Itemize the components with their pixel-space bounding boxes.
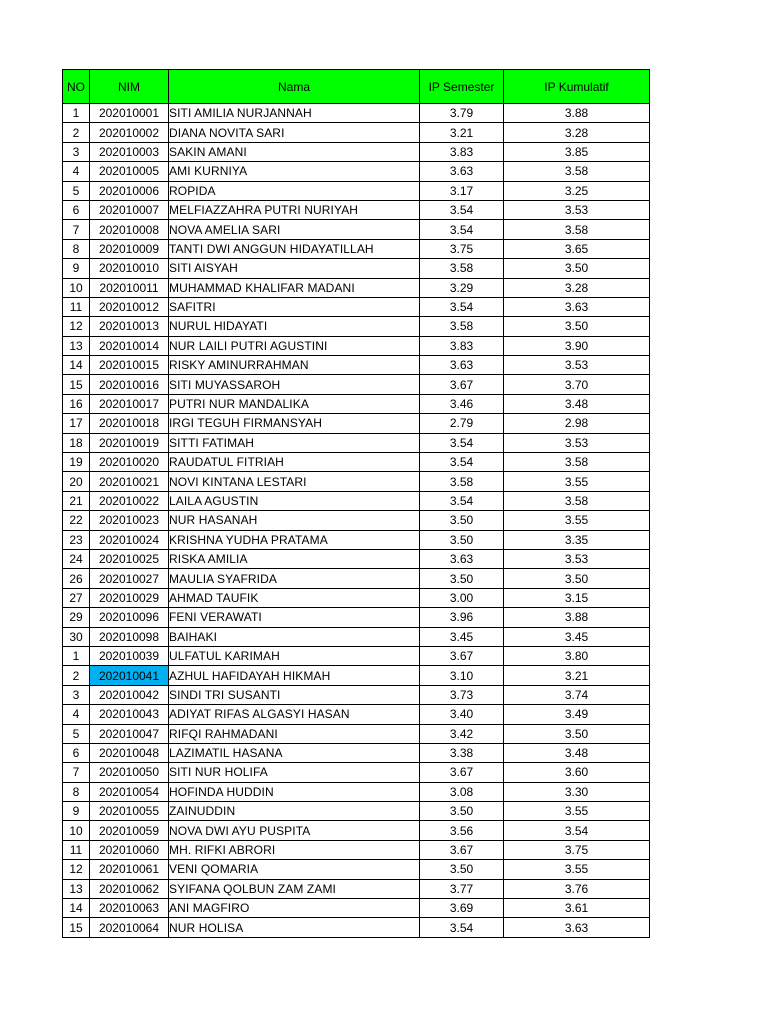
table-row xyxy=(63,666,650,685)
cell-nama[interactable]: VENI QOMARIA xyxy=(169,860,420,879)
cell-ip-semester[interactable]: 3.08 xyxy=(420,782,504,801)
header-no[interactable]: NO xyxy=(63,70,90,104)
cell-ip-kumulatif[interactable]: 3.55 xyxy=(504,472,650,491)
cell-ip-semester[interactable]: 3.50 xyxy=(420,569,504,588)
cell-nama[interactable]: DIANA NOVITA SARI xyxy=(169,123,420,142)
cell-nama[interactable]: MUHAMMAD KHALIFAR MADANI xyxy=(169,278,420,297)
cell-nim-selected[interactable]: 202010041 xyxy=(90,666,169,685)
table-row xyxy=(63,763,650,782)
cell-nama[interactable]: AHMAD TAUFIK xyxy=(169,588,420,607)
cell-nim[interactable]: 202010098 xyxy=(90,627,169,646)
cell-ip-kumulatif[interactable]: 3.55 xyxy=(504,802,650,821)
cell-ip-kumulatif[interactable]: 3.65 xyxy=(504,239,650,258)
cell-ip-semester[interactable]: 3.45 xyxy=(420,627,504,646)
table-row xyxy=(63,433,650,452)
cell-nama[interactable]: TANTI DWI ANGGUN HIDAYATILLAH xyxy=(169,239,420,258)
table-row xyxy=(63,104,650,123)
table-row xyxy=(63,743,650,762)
cell-ip-kumulatif[interactable]: 3.15 xyxy=(504,588,650,607)
cell-ip-semester[interactable]: 3.46 xyxy=(420,394,504,413)
cell-nama[interactable]: LAZIMATIL HASANA xyxy=(169,743,420,762)
cell-ip-kumulatif[interactable]: 3.85 xyxy=(504,142,650,161)
cell-nim[interactable]: 202010025 xyxy=(90,549,169,568)
cell-no[interactable]: 6 xyxy=(63,200,90,219)
cell-nama[interactable]: MH. RIFKI ABRORI xyxy=(169,840,420,859)
cell-ip-kumulatif[interactable]: 3.28 xyxy=(504,123,650,142)
cell-no[interactable]: 19 xyxy=(63,453,90,472)
header-ip-kumulatif[interactable]: IP Kumulatif xyxy=(504,70,650,104)
cell-nama[interactable]: SITI NUR HOLIFA xyxy=(169,763,420,782)
cell-ip-semester[interactable]: 3.77 xyxy=(420,879,504,898)
cell-ip-kumulatif[interactable]: 3.48 xyxy=(504,394,650,413)
cell-no[interactable]: 14 xyxy=(63,356,90,375)
cell-nama[interactable]: SAFITRI xyxy=(169,297,420,316)
table-row xyxy=(63,491,650,510)
cell-nim[interactable]: 202010064 xyxy=(90,918,169,937)
cell-nim[interactable]: 202010012 xyxy=(90,297,169,316)
cell-no[interactable]: 16 xyxy=(63,394,90,413)
table-row xyxy=(63,705,650,724)
cell-nama[interactable]: ROPIDA xyxy=(169,181,420,200)
cell-nim[interactable]: 202010019 xyxy=(90,433,169,452)
cell-no[interactable]: 24 xyxy=(63,549,90,568)
cell-ip-semester[interactable]: 3.50 xyxy=(420,511,504,530)
cell-ip-semester[interactable]: 3.54 xyxy=(420,918,504,937)
cell-nim[interactable]: 202010016 xyxy=(90,375,169,394)
cell-nama[interactable]: RAUDATUL FITRIAH xyxy=(169,453,420,472)
cell-no[interactable]: 18 xyxy=(63,433,90,452)
cell-ip-semester[interactable]: 3.38 xyxy=(420,743,504,762)
cell-ip-semester[interactable]: 3.58 xyxy=(420,259,504,278)
cell-ip-kumulatif[interactable]: 3.76 xyxy=(504,879,650,898)
cell-ip-semester[interactable]: 3.63 xyxy=(420,162,504,181)
table-row xyxy=(63,200,650,219)
table-row xyxy=(63,627,650,646)
table-row xyxy=(63,162,650,181)
spreadsheet-sheet xyxy=(62,69,649,938)
grades-table xyxy=(62,69,650,938)
cell-no[interactable]: 13 xyxy=(63,879,90,898)
cell-nim[interactable]: 202010010 xyxy=(90,259,169,278)
cell-ip-semester[interactable]: 3.54 xyxy=(420,297,504,316)
cell-no[interactable]: 5 xyxy=(63,724,90,743)
cell-no[interactable]: 11 xyxy=(63,297,90,316)
table-row xyxy=(63,802,650,821)
cell-no[interactable]: 12 xyxy=(63,317,90,336)
cell-nama[interactable]: NOVI KINTANA LESTARI xyxy=(169,472,420,491)
cell-no[interactable]: 26 xyxy=(63,569,90,588)
cell-nim[interactable]: 202010063 xyxy=(90,899,169,918)
cell-ip-kumulatif[interactable]: 3.63 xyxy=(504,918,650,937)
cell-nim[interactable]: 202010061 xyxy=(90,860,169,879)
cell-nim[interactable]: 202010042 xyxy=(90,685,169,704)
cell-nama[interactable]: SITI AMILIA NURJANNAH xyxy=(169,104,420,123)
cell-nama[interactable]: RISKY AMINURRAHMAN xyxy=(169,356,420,375)
cell-nim[interactable]: 202010021 xyxy=(90,472,169,491)
cell-ip-kumulatif[interactable]: 3.53 xyxy=(504,200,650,219)
cell-ip-kumulatif[interactable]: 2.98 xyxy=(504,414,650,433)
table-row xyxy=(63,899,650,918)
cell-nim[interactable]: 202010059 xyxy=(90,821,169,840)
cell-ip-semester[interactable]: 3.17 xyxy=(420,181,504,200)
table-row xyxy=(63,375,650,394)
cell-nim[interactable]: 202010054 xyxy=(90,782,169,801)
cell-ip-kumulatif[interactable]: 3.21 xyxy=(504,666,650,685)
cell-no[interactable]: 21 xyxy=(63,491,90,510)
cell-no[interactable]: 1 xyxy=(63,104,90,123)
table-row xyxy=(63,646,650,665)
table-row xyxy=(63,142,650,161)
cell-nim[interactable]: 202010002 xyxy=(90,123,169,142)
cell-no[interactable]: 4 xyxy=(63,162,90,181)
cell-ip-semester[interactable]: 3.58 xyxy=(420,317,504,336)
table-row xyxy=(63,918,650,937)
cell-nim[interactable]: 202010023 xyxy=(90,511,169,530)
header-nim[interactable]: NIM xyxy=(90,70,169,104)
cell-no[interactable]: 13 xyxy=(63,336,90,355)
cell-ip-kumulatif[interactable]: 3.55 xyxy=(504,511,650,530)
cell-ip-kumulatif[interactable]: 3.60 xyxy=(504,763,650,782)
cell-no[interactable]: 22 xyxy=(63,511,90,530)
cell-nim[interactable]: 202010007 xyxy=(90,200,169,219)
table-row xyxy=(63,588,650,607)
table-row xyxy=(63,821,650,840)
cell-ip-kumulatif[interactable]: 3.28 xyxy=(504,278,650,297)
cell-nim[interactable]: 202010003 xyxy=(90,142,169,161)
cell-nim[interactable]: 202010029 xyxy=(90,588,169,607)
cell-ip-semester[interactable]: 3.29 xyxy=(420,278,504,297)
cell-ip-semester[interactable]: 3.54 xyxy=(420,453,504,472)
table-row xyxy=(63,123,650,142)
cell-nim[interactable]: 202010050 xyxy=(90,763,169,782)
cell-ip-semester[interactable]: 3.67 xyxy=(420,646,504,665)
cell-no[interactable]: 7 xyxy=(63,763,90,782)
cell-nama[interactable]: NURUL HIDAYATI xyxy=(169,317,420,336)
cell-no[interactable]: 20 xyxy=(63,472,90,491)
cell-nama[interactable]: NUR HASANAH xyxy=(169,511,420,530)
cell-nama[interactable]: MAULIA SYAFRIDA xyxy=(169,569,420,588)
cell-nama[interactable]: AMI KURNIYA xyxy=(169,162,420,181)
cell-no[interactable]: 8 xyxy=(63,239,90,258)
cell-no[interactable]: 29 xyxy=(63,608,90,627)
cell-nim[interactable]: 202010001 xyxy=(90,104,169,123)
cell-ip-semester[interactable]: 3.67 xyxy=(420,763,504,782)
cell-ip-semester[interactable]: 3.63 xyxy=(420,356,504,375)
cell-ip-semester[interactable]: 3.42 xyxy=(420,724,504,743)
cell-nama[interactable]: ADIYAT RIFAS ALGASYI HASAN xyxy=(169,705,420,724)
cell-ip-semester[interactable]: 3.96 xyxy=(420,608,504,627)
cell-nim[interactable]: 202010018 xyxy=(90,414,169,433)
cell-ip-kumulatif[interactable]: 3.53 xyxy=(504,549,650,568)
table-row xyxy=(63,782,650,801)
cell-no[interactable]: 7 xyxy=(63,220,90,239)
cell-ip-kumulatif[interactable]: 3.90 xyxy=(504,336,650,355)
cell-ip-kumulatif[interactable]: 3.70 xyxy=(504,375,650,394)
cell-ip-semester[interactable]: 3.54 xyxy=(420,433,504,452)
table-row xyxy=(63,414,650,433)
cell-nama[interactable]: NUR HOLISA xyxy=(169,918,420,937)
cell-ip-semester[interactable]: 3.54 xyxy=(420,220,504,239)
cell-no[interactable]: 3 xyxy=(63,142,90,161)
cell-ip-kumulatif[interactable]: 3.80 xyxy=(504,646,650,665)
cell-ip-semester[interactable]: 3.75 xyxy=(420,239,504,258)
cell-ip-kumulatif[interactable]: 3.50 xyxy=(504,317,650,336)
cell-nama[interactable]: KRISHNA YUDHA PRATAMA xyxy=(169,530,420,549)
cell-nim[interactable]: 202010006 xyxy=(90,181,169,200)
cell-nim[interactable]: 202010055 xyxy=(90,802,169,821)
table-row xyxy=(63,724,650,743)
cell-ip-kumulatif[interactable]: 3.63 xyxy=(504,297,650,316)
table-row xyxy=(63,860,650,879)
cell-no[interactable]: 9 xyxy=(63,259,90,278)
cell-ip-kumulatif[interactable]: 3.30 xyxy=(504,782,650,801)
cell-ip-kumulatif[interactable]: 3.48 xyxy=(504,743,650,762)
cell-nim[interactable]: 202010011 xyxy=(90,278,169,297)
cell-ip-semester[interactable]: 3.50 xyxy=(420,530,504,549)
table-row xyxy=(63,453,650,472)
cell-nama[interactable]: ANI MAGFIRO xyxy=(169,899,420,918)
cell-ip-semester[interactable]: 3.83 xyxy=(420,142,504,161)
cell-ip-semester[interactable]: 2.79 xyxy=(420,414,504,433)
cell-nim[interactable]: 202010014 xyxy=(90,336,169,355)
cell-no[interactable]: 15 xyxy=(63,375,90,394)
table-body xyxy=(63,104,650,938)
cell-no[interactable]: 11 xyxy=(63,840,90,859)
cell-ip-kumulatif[interactable]: 3.50 xyxy=(504,724,650,743)
table-row xyxy=(63,220,650,239)
cell-nama[interactable]: NOVA DWI AYU PUSPITA xyxy=(169,821,420,840)
cell-no[interactable]: 2 xyxy=(63,666,90,685)
table-row xyxy=(63,297,650,316)
cell-ip-kumulatif[interactable]: 3.53 xyxy=(504,356,650,375)
cell-nim[interactable]: 202010062 xyxy=(90,879,169,898)
cell-ip-kumulatif[interactable]: 3.88 xyxy=(504,104,650,123)
cell-no[interactable]: 8 xyxy=(63,782,90,801)
cell-ip-semester[interactable]: 3.50 xyxy=(420,802,504,821)
cell-nim[interactable]: 202010043 xyxy=(90,705,169,724)
table-row xyxy=(63,239,650,258)
cell-no[interactable]: 10 xyxy=(63,278,90,297)
cell-ip-kumulatif[interactable]: 3.54 xyxy=(504,821,650,840)
cell-ip-kumulatif[interactable]: 3.88 xyxy=(504,608,650,627)
cell-ip-kumulatif[interactable]: 3.50 xyxy=(504,569,650,588)
cell-ip-semester[interactable]: 3.54 xyxy=(420,491,504,510)
cell-nama[interactable]: AZHUL HAFIDAYAH HIKMAH xyxy=(169,666,420,685)
cell-nama[interactable]: RISKA AMILIA xyxy=(169,549,420,568)
cell-nama[interactable]: SINDI TRI SUSANTI xyxy=(169,685,420,704)
cell-ip-kumulatif[interactable]: 3.49 xyxy=(504,705,650,724)
cell-nama[interactable]: PUTRI NUR MANDALIKA xyxy=(169,394,420,413)
cell-ip-semester[interactable]: 3.79 xyxy=(420,104,504,123)
cell-nama[interactable]: LAILA AGUSTIN xyxy=(169,491,420,510)
header-row xyxy=(63,70,650,104)
cell-nim[interactable]: 202010024 xyxy=(90,530,169,549)
cell-nama[interactable]: NUR LAILI PUTRI AGUSTINI xyxy=(169,336,420,355)
cell-no[interactable]: 9 xyxy=(63,802,90,821)
cell-no[interactable]: 1 xyxy=(63,646,90,665)
table-row xyxy=(63,879,650,898)
cell-nim[interactable]: 202010005 xyxy=(90,162,169,181)
cell-ip-kumulatif[interactable]: 3.75 xyxy=(504,840,650,859)
cell-nama[interactable]: MELFIAZZAHRA PUTRI NURIYAH xyxy=(169,200,420,219)
cell-ip-semester[interactable]: 3.00 xyxy=(420,588,504,607)
cell-nim[interactable]: 202010096 xyxy=(90,608,169,627)
cell-nama[interactable]: SITTI FATIMAH xyxy=(169,433,420,452)
table-row xyxy=(63,569,650,588)
cell-nama[interactable]: FENI VERAWATI xyxy=(169,608,420,627)
cell-nama[interactable]: SITI AISYAH xyxy=(169,259,420,278)
cell-ip-semester[interactable]: 3.83 xyxy=(420,336,504,355)
table-row xyxy=(63,840,650,859)
cell-ip-semester[interactable]: 3.63 xyxy=(420,549,504,568)
table-row xyxy=(63,317,650,336)
cell-ip-kumulatif[interactable]: 3.45 xyxy=(504,627,650,646)
cell-no[interactable]: 10 xyxy=(63,821,90,840)
cell-ip-semester[interactable]: 3.69 xyxy=(420,899,504,918)
cell-ip-semester[interactable]: 3.40 xyxy=(420,705,504,724)
cell-no[interactable]: 17 xyxy=(63,414,90,433)
table-row xyxy=(63,472,650,491)
cell-ip-semester[interactable]: 3.10 xyxy=(420,666,504,685)
table-row xyxy=(63,394,650,413)
table-row xyxy=(63,278,650,297)
cell-nim[interactable]: 202010022 xyxy=(90,491,169,510)
cell-ip-kumulatif[interactable]: 3.58 xyxy=(504,491,650,510)
table-row xyxy=(63,549,650,568)
cell-no[interactable]: 23 xyxy=(63,530,90,549)
cell-ip-kumulatif[interactable]: 3.55 xyxy=(504,860,650,879)
table-row xyxy=(63,181,650,200)
table-row xyxy=(63,356,650,375)
cell-nama[interactable]: HOFINDA HUDDIN xyxy=(169,782,420,801)
cell-no[interactable]: 14 xyxy=(63,899,90,918)
table-row xyxy=(63,511,650,530)
cell-nama[interactable]: RIFQI RAHMADANI xyxy=(169,724,420,743)
cell-ip-semester[interactable]: 3.73 xyxy=(420,685,504,704)
cell-nim[interactable]: 202010027 xyxy=(90,569,169,588)
cell-nim[interactable]: 202010060 xyxy=(90,840,169,859)
cell-no[interactable]: 2 xyxy=(63,123,90,142)
cell-ip-kumulatif[interactable]: 3.58 xyxy=(504,220,650,239)
cell-nim[interactable]: 202010047 xyxy=(90,724,169,743)
cell-no[interactable]: 30 xyxy=(63,627,90,646)
table-row xyxy=(63,530,650,549)
cell-nama[interactable]: SITI MUYASSAROH xyxy=(169,375,420,394)
table-row xyxy=(63,685,650,704)
cell-ip-semester[interactable]: 3.67 xyxy=(420,840,504,859)
header-nama[interactable]: Nama xyxy=(169,70,420,104)
cell-nama[interactable]: SYIFANA QOLBUN ZAM ZAMI xyxy=(169,879,420,898)
cell-nim[interactable]: 202010013 xyxy=(90,317,169,336)
cell-nim[interactable]: 202010020 xyxy=(90,453,169,472)
cell-nim[interactable]: 202010017 xyxy=(90,394,169,413)
cell-nim[interactable]: 202010009 xyxy=(90,239,169,258)
cell-no[interactable]: 12 xyxy=(63,860,90,879)
cell-ip-kumulatif[interactable]: 3.50 xyxy=(504,259,650,278)
cell-ip-semester[interactable]: 3.67 xyxy=(420,375,504,394)
cell-no[interactable]: 5 xyxy=(63,181,90,200)
cell-ip-kumulatif[interactable]: 3.61 xyxy=(504,899,650,918)
cell-no[interactable]: 3 xyxy=(63,685,90,704)
cell-no[interactable]: 6 xyxy=(63,743,90,762)
cell-no[interactable]: 27 xyxy=(63,588,90,607)
cell-ip-semester[interactable]: 3.21 xyxy=(420,123,504,142)
cell-ip-kumulatif[interactable]: 3.35 xyxy=(504,530,650,549)
cell-ip-semester[interactable]: 3.56 xyxy=(420,821,504,840)
cell-ip-kumulatif[interactable]: 3.58 xyxy=(504,162,650,181)
cell-nim[interactable]: 202010039 xyxy=(90,646,169,665)
cell-ip-semester[interactable]: 3.58 xyxy=(420,472,504,491)
table-row xyxy=(63,608,650,627)
cell-ip-kumulatif[interactable]: 3.25 xyxy=(504,181,650,200)
cell-ip-kumulatif[interactable]: 3.53 xyxy=(504,433,650,452)
cell-nama[interactable]: ULFATUL KARIMAH xyxy=(169,646,420,665)
cell-no[interactable]: 15 xyxy=(63,918,90,937)
cell-no[interactable]: 4 xyxy=(63,705,90,724)
cell-nama[interactable]: ZAINUDDIN xyxy=(169,802,420,821)
cell-nim[interactable]: 202010008 xyxy=(90,220,169,239)
cell-ip-semester[interactable]: 3.50 xyxy=(420,860,504,879)
cell-nama[interactable]: SAKIN AMANI xyxy=(169,142,420,161)
header-ip-semester[interactable]: IP Semester xyxy=(420,70,504,104)
cell-ip-semester[interactable]: 3.54 xyxy=(420,200,504,219)
table-row xyxy=(63,336,650,355)
cell-ip-kumulatif[interactable]: 3.58 xyxy=(504,453,650,472)
cell-nim[interactable]: 202010048 xyxy=(90,743,169,762)
cell-nama[interactable]: IRGI TEGUH FIRMANSYAH xyxy=(169,414,420,433)
cell-nim[interactable]: 202010015 xyxy=(90,356,169,375)
cell-nama[interactable]: NOVA AMELIA SARI xyxy=(169,220,420,239)
cell-nama[interactable]: BAIHAKI xyxy=(169,627,420,646)
cell-ip-kumulatif[interactable]: 3.74 xyxy=(504,685,650,704)
table-row xyxy=(63,259,650,278)
